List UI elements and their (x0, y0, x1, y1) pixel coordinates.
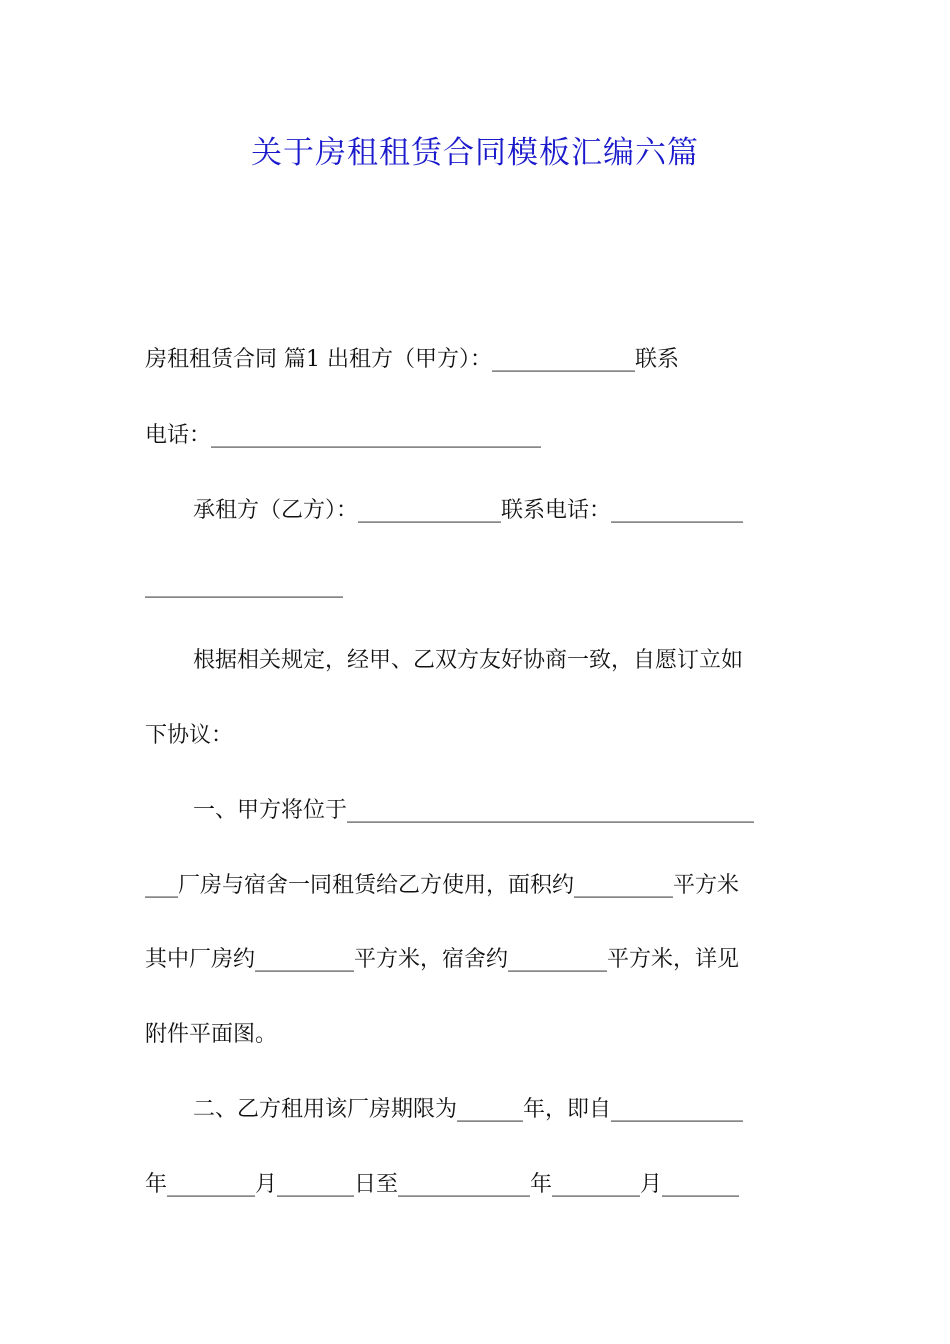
paragraph-line-11: 二、乙方租用该厂房期限为______年，即自____________ (193, 1097, 744, 1122)
document-title: 关于房租租赁合同模板汇编六篇 (251, 135, 699, 171)
paragraph-line-7: 一、甲方将位于_____________________________________ (193, 798, 755, 823)
paragraph-line-1: 房租租赁合同 篇1 出租方（甲方）：_____________联系 (145, 347, 679, 372)
paragraph-line-3: 承租方（乙方）：_____________联系电话：____________ (193, 498, 744, 523)
paragraph-line-10: 附件平面图。 (145, 1022, 278, 1047)
paragraph-line-4: __________________ (145, 573, 343, 598)
paragraph-line-12: 年________月_______日至____________年________月_______ (145, 1172, 740, 1197)
paragraph-line-6: 下协议： (145, 723, 234, 748)
paragraph-line-9: 其中厂房约_________平方米，宿舍约_________平方米，详见 (145, 947, 740, 972)
paragraph-line-5: 根据相关规定，经甲、乙双方友好协商一致，自愿订立如 (193, 648, 744, 673)
paragraph-line-2: 电话：______________________________ (145, 423, 542, 448)
paragraph-line-8: ___厂房与宿舍一同租赁给乙方使用，面积约_________平方米 (145, 873, 740, 898)
